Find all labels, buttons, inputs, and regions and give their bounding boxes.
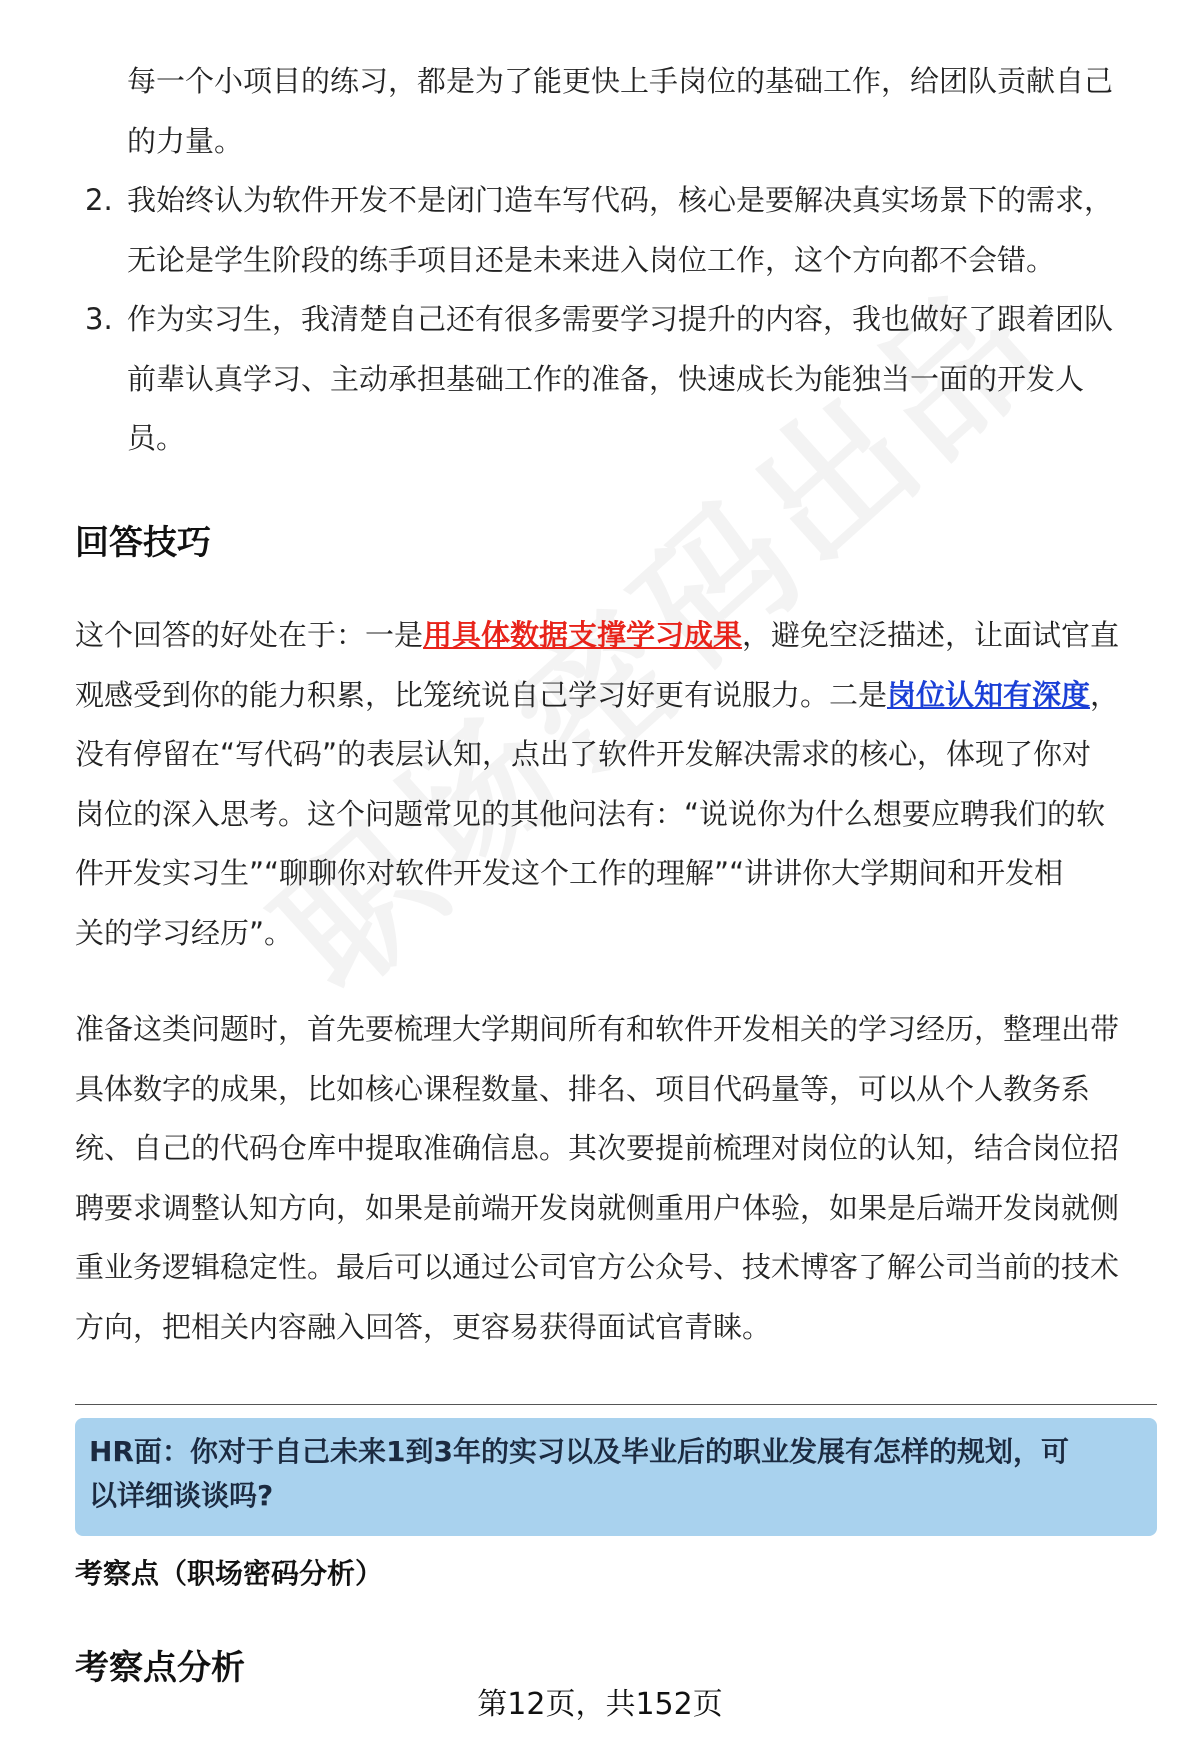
list-line: 前辈认真学习、主动承担基础工作的准备，快速成长为能独当一面的开发人 [127,361,1085,396]
question-line: 以详细谈谈吗? [89,1479,274,1512]
text-run: 准备这类问题时，首先要梳理大学期间所有和软件开发相关的学习经历，整理出带 [75,1012,1120,1046]
answer-tips-paragraph-2 [75,1000,1160,1357]
list-number: 2. [85,183,113,217]
list-line: 员。 [127,421,186,455]
text-run: 件开发实习生”“聊聊你对软件开发这个工作的理解”“讲讲你大学期间和开发相 [75,856,1064,890]
question-line: HR面：你对于自己未来1到3年的实习以及毕业后的职业发展有怎样的规划，可 [89,1435,1069,1468]
text-run: 没有停留在“写代码”的表层认知，点出了软件开发解决需求的核心，体现了你对 [75,737,1092,771]
list-line: 每一个小项目的练习，都是为了能更快上手岗位的基础工作，给团队贡献自己 [127,64,1114,98]
text-run: 重业务逻辑稳定性。最后可以通过公司官方公众号、技术博客了解公司当前的技术 [75,1250,1120,1284]
section-heading-answer-tips: 回答技巧 [75,523,211,563]
divider [75,1404,1157,1405]
highlight-red: 用具体数据支撑学习成果 [423,618,743,652]
list-line: 的力量。 [127,123,244,158]
text-run: 观感受到你的能力积累，比笼统说自己学习好更有说服力。二是 [75,677,888,712]
numbered-list [75,52,1155,469]
text-run: 岗位的深入思考。这个问题常见的其他问法有：“说说你为什么想要应聘我们的软 [75,796,1106,831]
section-heading-focus-analysis: 考察点分析 [75,1648,245,1688]
list-line: 我始终认为软件开发不是闭门造车写代码，核心是要解决真实场景下的需求， [127,183,1114,217]
list-number: 3. [85,302,113,336]
text-run: 统、自己的代码仓库中提取准确信息。其次要提前梳理对岗位的认知，结合岗位招 [75,1131,1120,1165]
answer-tips-paragraph-1 [75,606,1160,963]
question-box [75,1418,1157,1536]
text-run: 方向，把相关内容融入回答，更容易获得面试官青睐。 [75,1309,772,1344]
list-line: 无论是学生阶段的练手项目还是未来进入岗位工作，这个方向都不会错。 [127,242,1056,277]
list-item-1-continued [75,52,1155,171]
text-run: ，避免空泛描述，让面试官直 [742,618,1120,652]
text-run: ， [1090,677,1120,712]
text-run: 关的学习经历”。 [75,915,294,950]
list-item-3 [75,290,1155,469]
list-item-2 [75,171,1155,290]
list-line: 作为实习生，我清楚自己还有很多需要学习提升的内容，我也做好了跟着团队 [127,302,1114,336]
subheading-focus: 考察点（职场密码分析） [75,1557,384,1590]
highlight-blue: 岗位认知有深度 [887,677,1091,712]
page-number-footer: 第12页，共152页 [477,1687,723,1722]
text-run: 具体数字的成果，比如核心课程数量、排名、项目代码量等，可以从个人教务系 [75,1071,1091,1106]
text-run: 这个回答的好处在于：一是 [75,618,424,652]
text-run: 聘要求调整认知方向，如果是前端开发岗就侧重用户体验，如果是后端开发岗就侧 [75,1190,1120,1225]
